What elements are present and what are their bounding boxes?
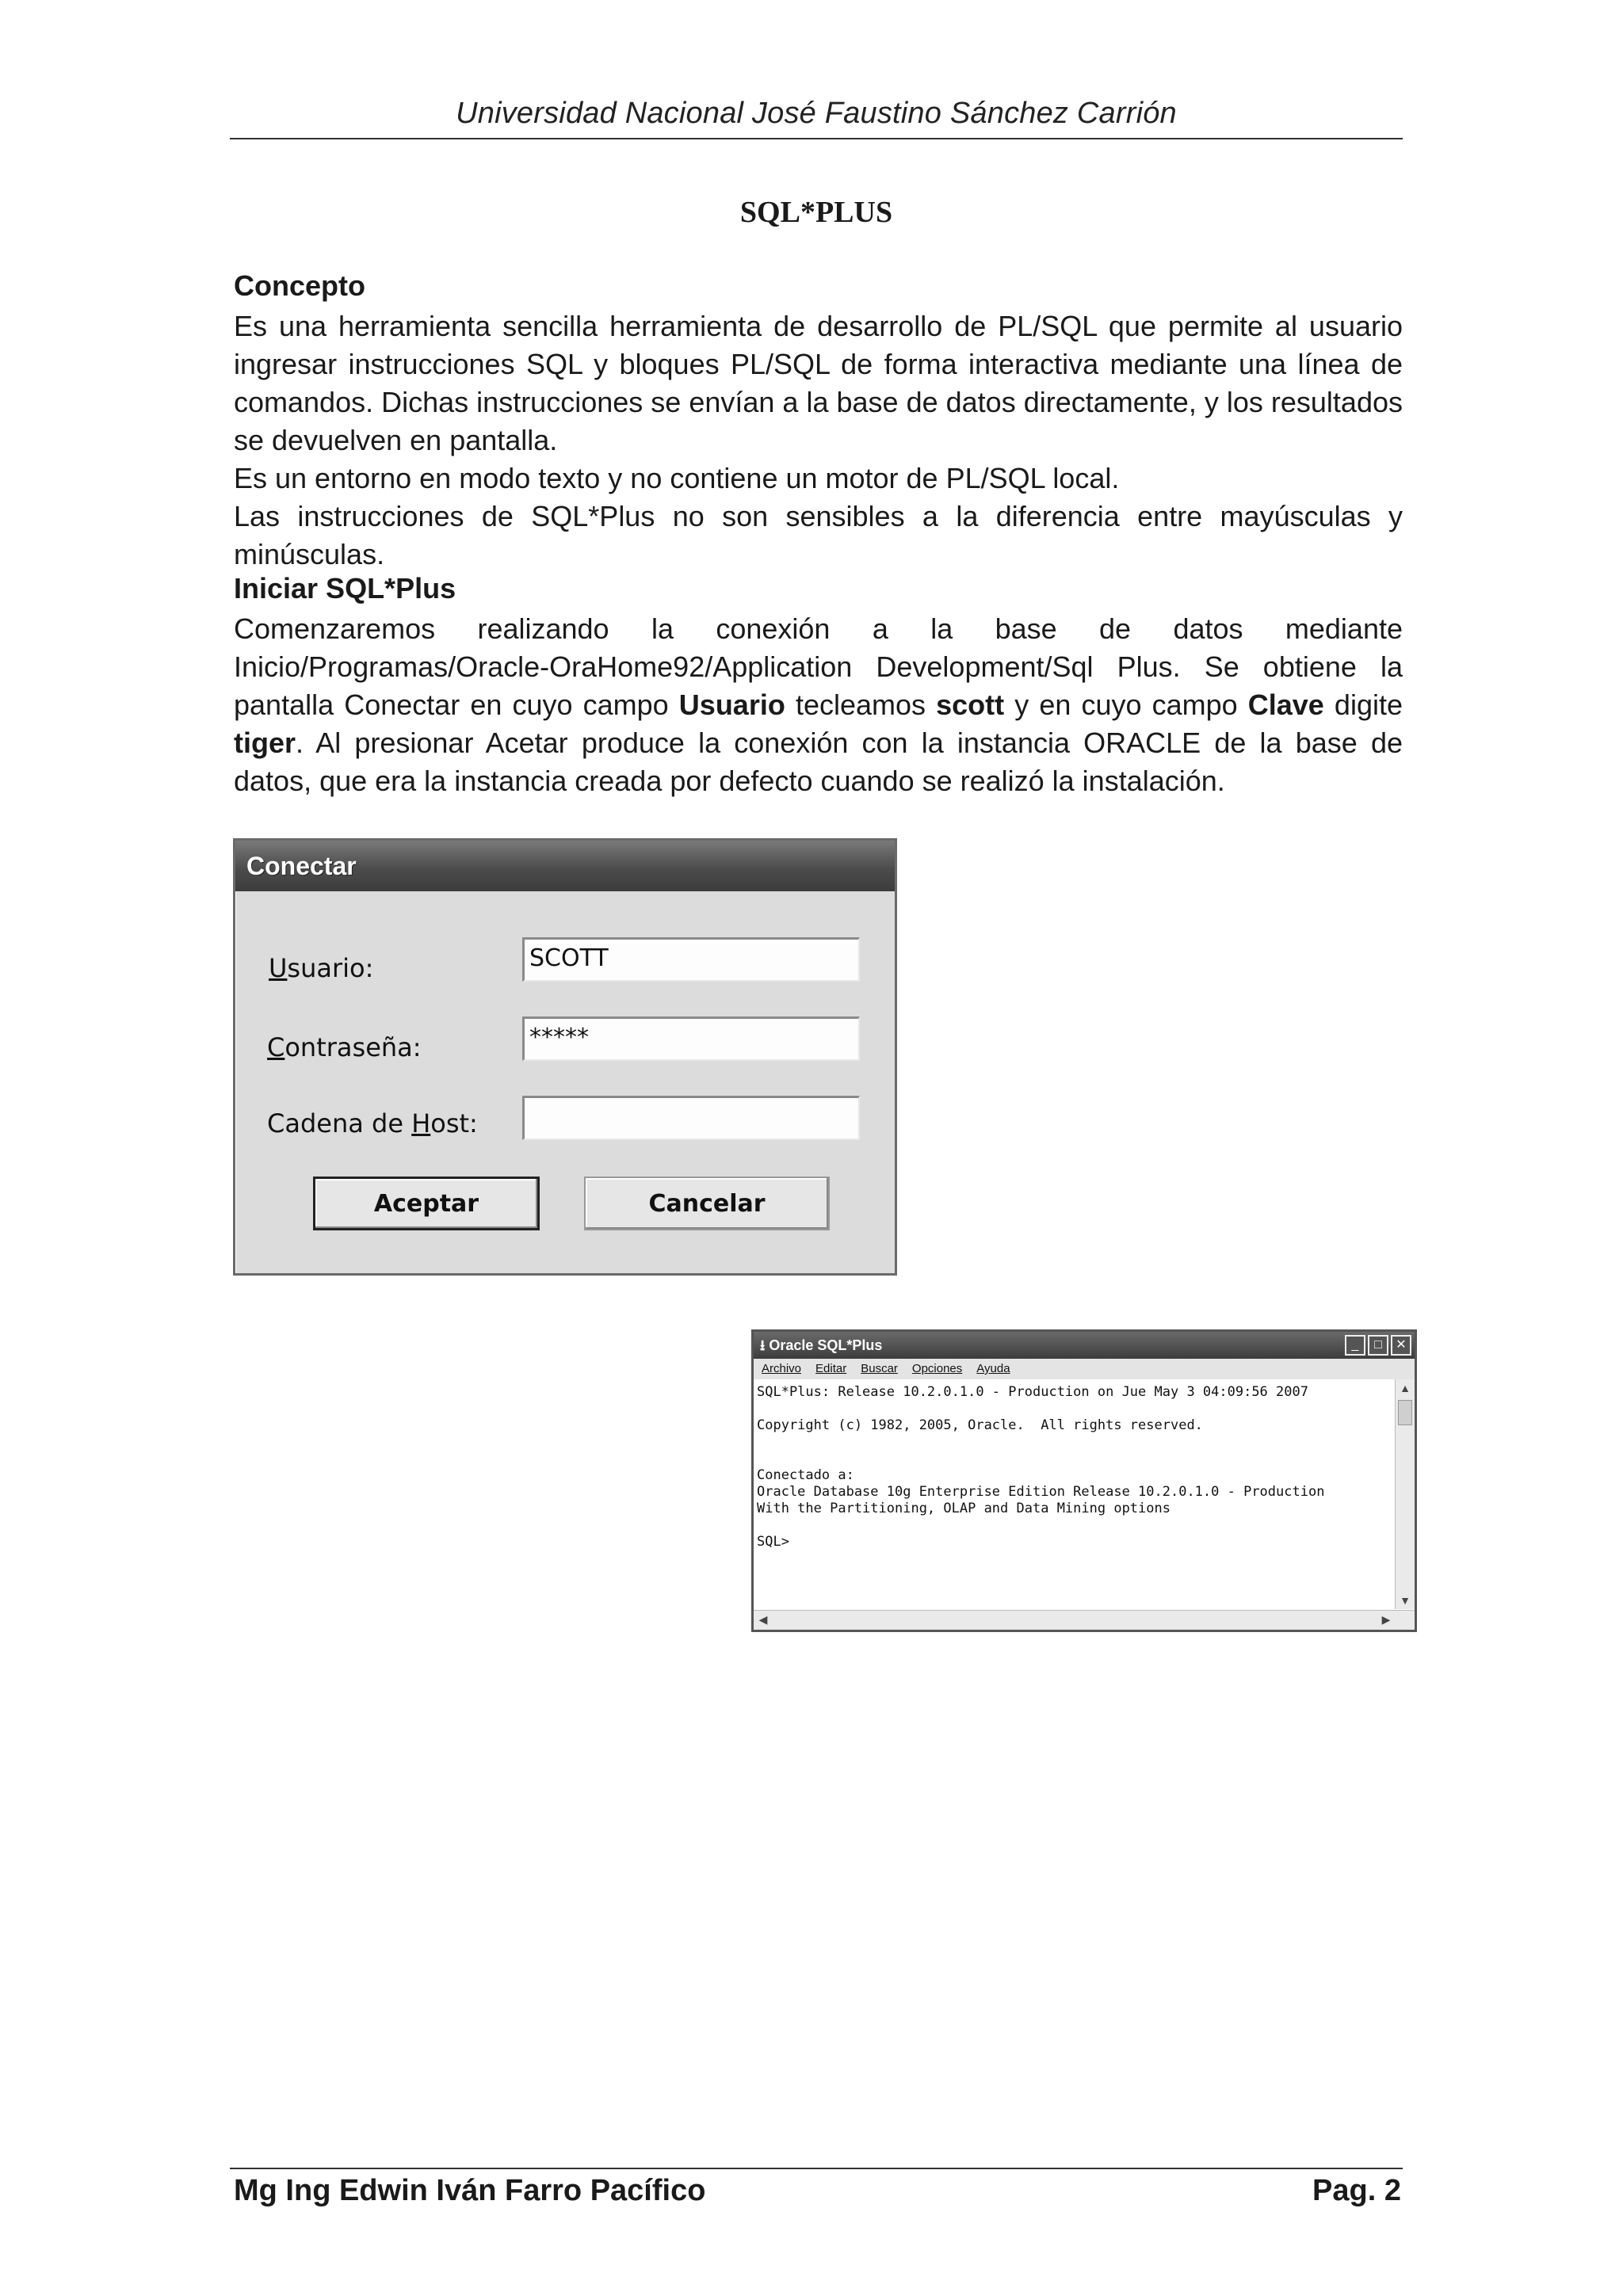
scroll-thumb[interactable] [1398,1400,1412,1425]
username-label: Usuario: [269,953,374,983]
scroll-down-icon[interactable]: ▼ [1400,1594,1411,1607]
menu-opciones[interactable]: Opciones [911,1362,963,1375]
console-line [757,1401,1388,1417]
window-title: Oracle SQL*Plus [769,1337,883,1353]
accept-button[interactable]: Aceptar [313,1177,540,1230]
dialog-title-bar: Conectar [235,841,895,891]
heading-concepto: Concepto [234,269,365,302]
menu-ayuda[interactable]: Ayuda [976,1362,1010,1375]
paragraph-concepto-2: Es un entorno en modo texto y no contiene un motor de PL/SQL local. [234,462,1120,494]
window-title-bar [754,1332,1415,1359]
vertical-scrollbar[interactable] [1395,1379,1415,1609]
header-rule [230,138,1403,139]
menu-buscar[interactable]: Buscar [861,1362,898,1375]
scroll-left-icon[interactable]: ◀ [758,1613,768,1626]
console-prompt: SQL> [757,1534,789,1550]
paragraph-concepto-3: Las instrucciones de SQL*Plus no son sensibles a la diferencia entre mayúsculas y minúsculas. [234,500,1403,570]
paragraph-iniciar: Comenzaremos realizando la conexión a la base de datos mediante Inicio/Programas/Oracle-OraHome92/Application Development/Sql Plus. Se obtiene la pantalla Conectar en cuyo campo Usuario tecleamos scott y en cuyo campo Clave digite tiger. Al presionar Acetar produce la conexión con la instancia ORACLE de la base de datos, que era la instancia creada por defecto cuando se realizó la instalación. [234,612,1403,797]
window-menu-bar [754,1359,1415,1379]
page-header: Universidad Nacional José Faustino Sánchez Carrión [456,97,1177,130]
console-line [757,1434,1388,1451]
window-controls [1345,1335,1411,1356]
host-input[interactable] [522,1096,860,1140]
document-title: SQL*PLUS [739,196,893,229]
bold-tiger: tiger [234,727,296,759]
console-line: Oracle Database 10g Enterprise Edition Release 10.2.0.1.0 - Production [757,1484,1325,1500]
password-input[interactable]: ***** [522,1016,860,1061]
heading-iniciar: Iniciar SQL*Plus [234,572,456,605]
password-label: Contraseña: [267,1032,422,1062]
sqlplus-window [751,1329,1417,1632]
footer-author: Mg Ing Edwin Iván Farro Pacífico [234,2174,706,2207]
sqlplus-app-icon: ⭳ [760,1337,769,1353]
console-line [757,1451,1388,1467]
console-output[interactable] [755,1381,1389,1604]
scroll-up-icon[interactable]: ▲ [1400,1382,1411,1394]
console-line: SQL*Plus: Release 10.2.0.1.0 - Production on Jue May 3 04:09:56 2007 [757,1384,1308,1400]
console-line: Conectado a: [757,1467,854,1483]
connect-dialog [233,838,897,1276]
bold-clave: Clave [1247,688,1324,721]
scroll-right-icon[interactable]: ▶ [1381,1613,1391,1626]
host-label: Cadena de Host: [267,1108,478,1138]
paragraph-concepto-1: Es una herramienta sencilla herramienta de desarrollo de PL/SQL que permite al usuario ingresar instrucciones SQL y bloques PL/SQL de forma interactiva mediante una línea de comandos. Dichas instrucciones se envían a la base de datos directamente, y los resultados se devuelven en pantalla. [234,310,1403,456]
console-line [757,1517,1388,1534]
bold-scott: scott [936,688,1005,721]
console-line: Copyright (c) 1982, 2005, Oracle. All rights reserved. [757,1417,1203,1433]
console-line: With the Partitioning, OLAP and Data Mining options [757,1501,1170,1516]
bold-usuario: Usuario [678,688,785,721]
minimize-icon[interactable]: _ [1345,1335,1365,1356]
maximize-icon[interactable]: □ [1368,1335,1388,1356]
username-input[interactable]: SCOTT [522,937,860,982]
menu-archivo[interactable]: Archivo [762,1362,802,1375]
menu-editar[interactable]: Editar [815,1362,847,1375]
cancel-button[interactable]: Cancelar [584,1177,830,1230]
page-number: Pag. 2 [1312,2174,1401,2207]
footer-rule [230,2168,1403,2169]
close-icon[interactable]: ✕ [1391,1335,1411,1356]
horizontal-scrollbar[interactable] [754,1610,1415,1630]
